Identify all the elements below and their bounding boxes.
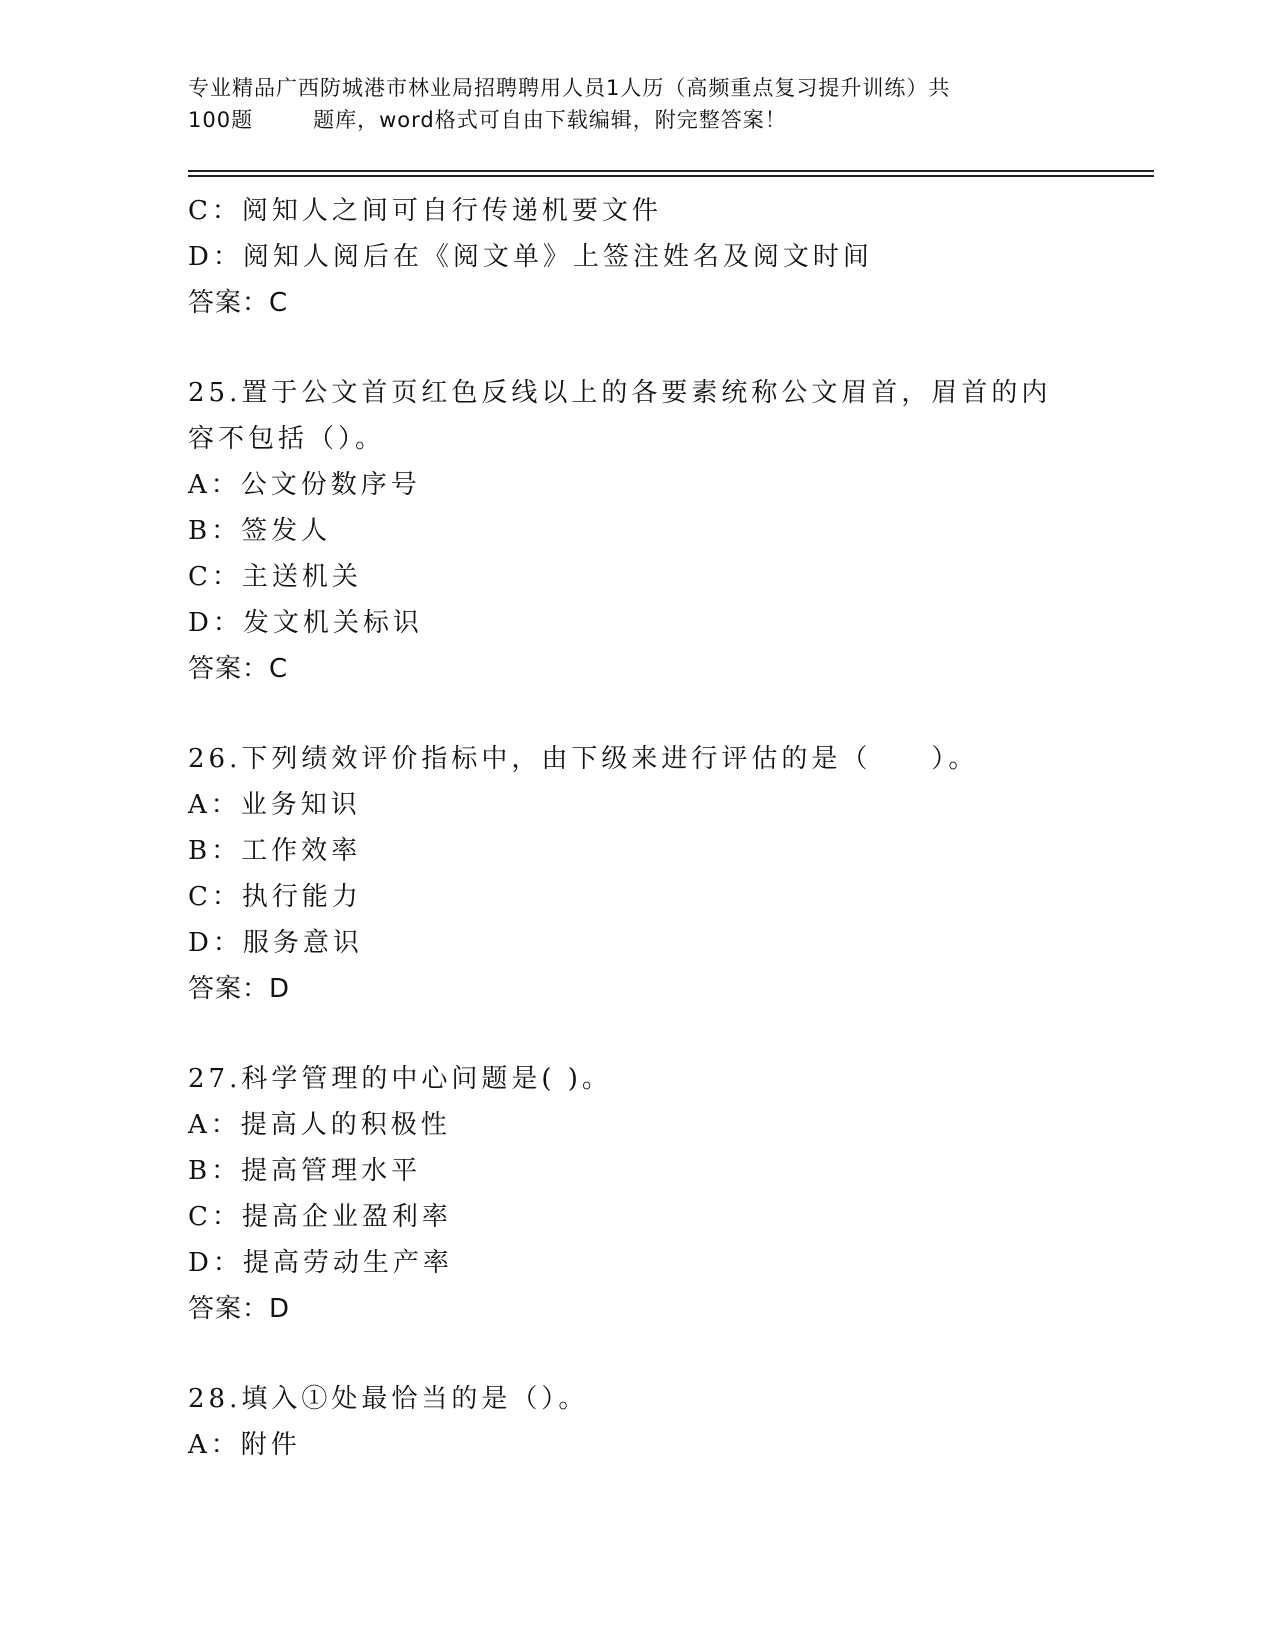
option-c: C：提高企业盈利率 [188, 1202, 452, 1232]
option-d: D：发文机关标识 [188, 608, 423, 638]
question-list [188, 188, 1088, 1468]
question-27 [188, 1056, 1088, 1332]
question-stem: 28.填入①处最恰当的是（）。 [188, 1384, 589, 1414]
header-divider-bottom [188, 175, 1154, 177]
option-d: D：阅知人阅后在《阅文单》上签注姓名及阅文时间 [188, 242, 873, 272]
question-26 [188, 736, 1088, 1012]
option-b: B：提高管理水平 [188, 1156, 422, 1186]
question-stem: 25.置于公文首页红色反线以上的各要素统称公文眉首，眉首的内容不包括（）。 [188, 378, 1052, 454]
option-a: A：附件 [188, 1430, 301, 1460]
answer-label: 答案：C [188, 654, 289, 684]
header-question-count: 100题 [188, 108, 254, 132]
option-a: A：公文份数序号 [188, 470, 421, 500]
option-c: C：执行能力 [188, 882, 362, 912]
header-title-line-1: 专业精品广西防城港市林业局招聘聘用人员1人历（高频重点复习提升训练）共 [188, 76, 951, 100]
option-c: C：阅知人之间可自行传递机要文件 [188, 196, 662, 226]
header-divider-top [188, 170, 1154, 172]
question-24-continued [188, 188, 1088, 326]
option-d: D：提高劳动生产率 [188, 1248, 453, 1278]
header-title-line-2 [188, 104, 1068, 136]
option-b: B：签发人 [188, 516, 332, 546]
question-stem: 26.下列绩效评价指标中，由下级来进行评估的是（ ）。 [188, 744, 979, 774]
question-25 [188, 370, 1088, 692]
document-header [188, 72, 1068, 136]
answer-label: 答案：D [188, 974, 291, 1004]
option-a: A：业务知识 [188, 790, 361, 820]
option-b: B：工作效率 [188, 836, 362, 866]
option-c: C：主送机关 [188, 562, 362, 592]
header-description: 题库，word格式可自由下载编辑，附完整答案！ [313, 108, 787, 132]
question-28 [188, 1376, 1088, 1468]
answer-label: 答案：C [188, 288, 289, 318]
option-d: D：服务意识 [188, 928, 363, 958]
question-stem: 27.科学管理的中心问题是( )。 [188, 1064, 612, 1094]
option-a: A：提高人的积极性 [188, 1110, 451, 1140]
answer-label: 答案：D [188, 1294, 291, 1324]
